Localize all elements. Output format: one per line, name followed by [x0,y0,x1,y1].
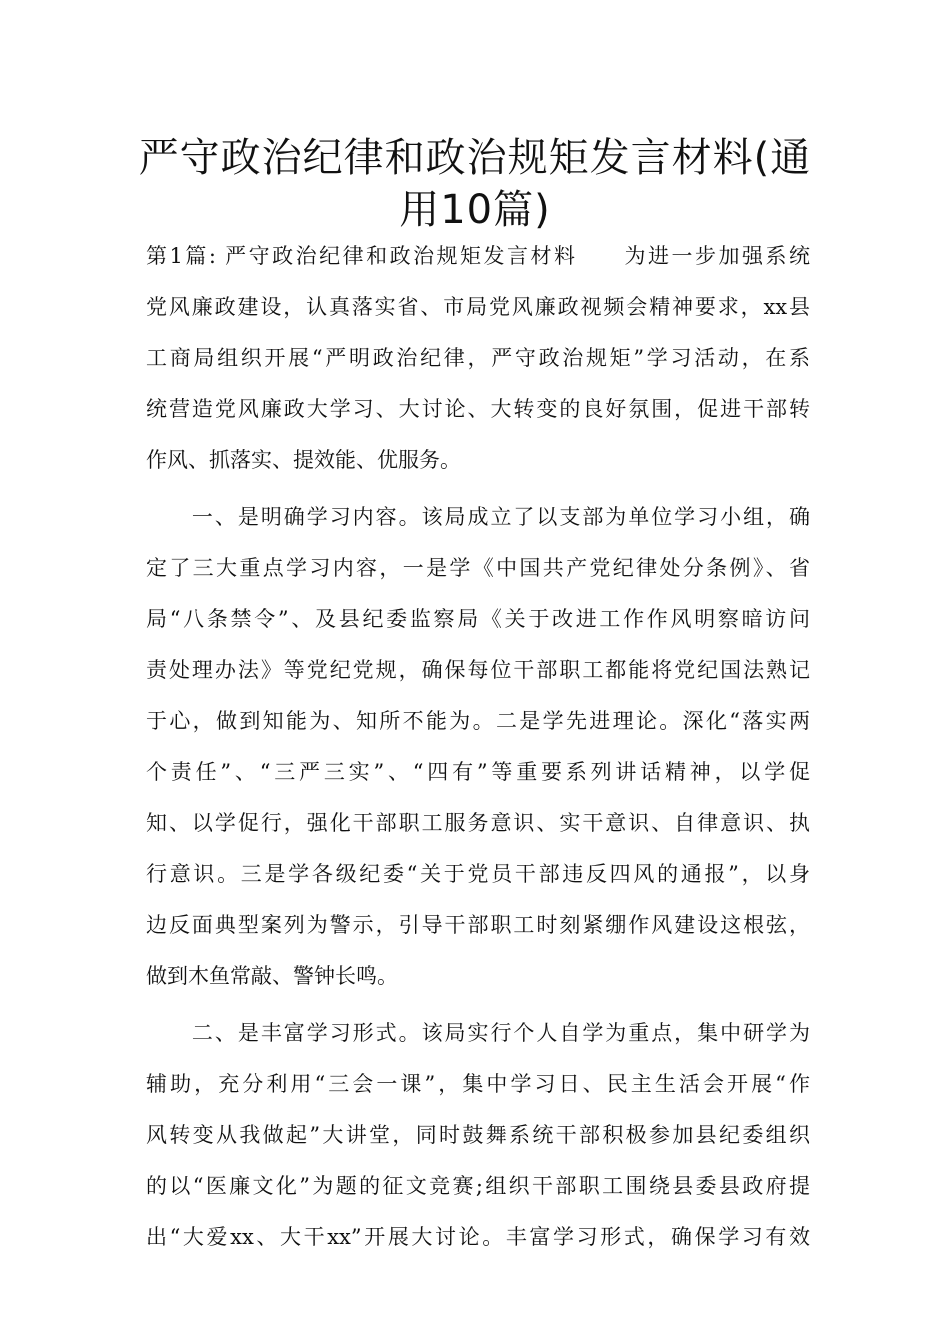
text-line: 党风廉政建设，认真落实省、市局党风廉政视频会精神要求，xx县 [146,295,810,319]
text-line: 行意识。三是学各级纪委“关于党员干部违反四风的通报”，以身 [146,862,810,886]
text-line: 一、是明确学习内容。该局成立了以支部为单位学习小组，确 [146,505,810,529]
document-title-line-2: 用10篇) [399,187,551,233]
document-title-line-1: 严守政治纪律和政治规矩发言材料(通 [138,135,812,181]
text-line: 知、以学促行，强化干部职工服务意识、实干意识、自律意识、执 [146,811,810,835]
text-line: 二、是丰富学习形式。该局实行个人自学为重点，集中研学为 [146,1021,810,1045]
paragraph [146,231,810,486]
text-line: 第1篇: 严守政治纪律和政治规矩发言材料 为进一步加强系统 [146,244,810,268]
paragraph [146,1008,810,1263]
text-line: 辅助，充分利用“三会一课”，集中学习日、民主生活会开展“作 [146,1072,810,1096]
text-line: 风转变从我做起”大讲堂，同时鼓舞系统干部积极参加县纪委组织 [146,1123,810,1147]
text-line: 统营造党风廉政大学习、大讨论、大转变的良好氛围，促进干部转 [146,397,810,421]
text-line: 的以“医廉文化”为题的征文竞赛;组织干部职工围绕县委县政府提 [146,1174,810,1198]
text-line: 责处理办法》等党纪党规，确保每位干部职工都能将党纪国法熟记 [146,658,810,682]
text-line: 工商局组织开展“严明政治纪律，严守政治规矩”学习活动，在系 [146,346,810,370]
text-line: 局“八条禁令”、及县纪委监察局《关于改进工作作风明察暗访问 [146,607,810,631]
text-line: 个责任”、“三严三实”、“四有”等重要系列讲话精神，以学促 [146,760,810,784]
text-line: 于心，做到知能为、知所不能为。二是学先进理论。深化“落实两 [146,709,810,733]
text-line: 做到木鱼常敲、警钟长鸣。 [146,964,398,988]
text-line: 作风、抓落实、提效能、优服务。 [146,448,461,472]
text-line: 出“大爱xx、大干xx”开展大讨论。丰富学习形式，确保学习有效 [146,1225,810,1249]
paragraph [146,492,810,1002]
document-body [146,231,810,1263]
text-line: 边反面典型案列为警示，引导干部职工时刻紧绷作风建设这根弦， [146,913,810,937]
text-line: 定了三大重点学习内容，一是学《中国共产党纪律处分条例》、省 [146,556,810,580]
